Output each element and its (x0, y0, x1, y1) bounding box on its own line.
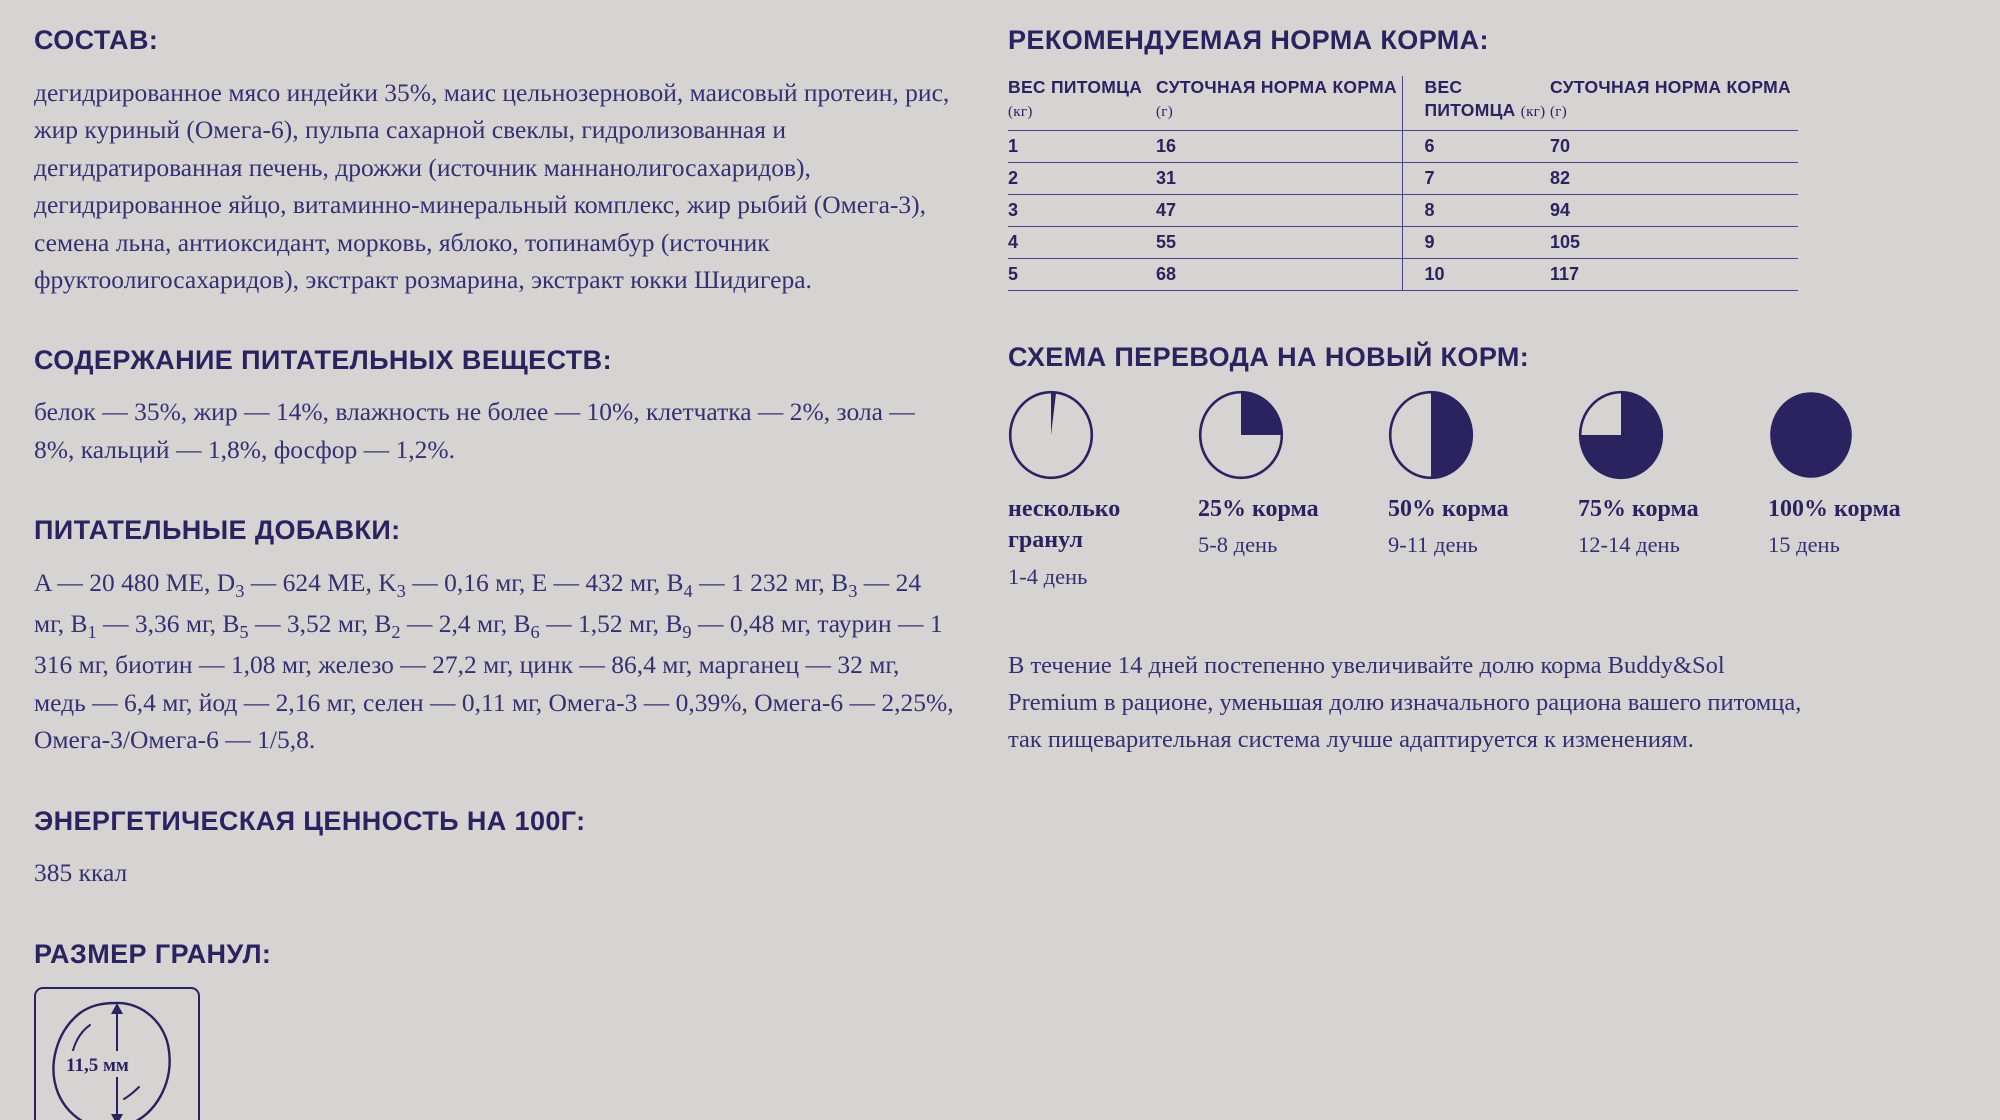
granule-arrow-bottom (111, 1114, 123, 1120)
header-weight-left-unit: (кг) (1008, 103, 1033, 120)
transition-pie-row (1008, 392, 1948, 591)
cell-weight-left: 4 (1008, 226, 1156, 258)
granule-arrow-top (111, 1003, 123, 1014)
transition-step-days: 15 день (1768, 532, 1840, 558)
feeding-table-body (1008, 130, 1798, 290)
header-weight-right-unit: (кг) (1520, 103, 1546, 120)
cell-weight-left: 2 (1008, 162, 1156, 194)
cell-ration-right: 105 (1550, 226, 1798, 258)
header-ration-right-unit: (г) (1550, 103, 1568, 120)
table-row (1008, 194, 1798, 226)
transition-scheme-block (1008, 343, 1948, 759)
header-weight-left-text: ВЕС ПИТОМЦА (1008, 76, 1143, 97)
energy-value: 385 ккал (34, 858, 128, 888)
cell-weight-right: 9 (1402, 226, 1550, 258)
granule-size-diagram (34, 987, 200, 1120)
cell-ration-right: 94 (1550, 194, 1798, 226)
header-ration-left-text: СУТОЧНАЯ НОРМА КОРМА (1156, 76, 1397, 97)
pie-chart-icon (1198, 392, 1388, 478)
cell-ration-left: 47 (1156, 194, 1402, 226)
additives-block (34, 516, 954, 758)
header-weight-right-text: ВЕС ПИТОМЦА (1424, 76, 1516, 120)
composition-text: дегидрированное мясо индейки 35%, маис цельнозерновой, маисовый протеин, рис, жир куриный (Омега-6), пульпа сахарной свеклы, гидролизованная и дегидратированная печень, дрожжи (источник маннанолигосахаридов), дегидрированное яйцо, витаминно-минеральный комплекс, жир рыбий (Омега-3), семена льна, антиоксидант, морковь, яблоко, топинамбур (источник фруктоолигосахаридов), экстракт розмарина, экстракт юкки Шидигера. (34, 77, 950, 295)
nutrients-block (34, 346, 954, 469)
pie-full (1770, 392, 1852, 478)
table-row (1008, 258, 1798, 290)
granule-size-label: 11,5 мм (66, 1055, 129, 1077)
cell-ration-left: 16 (1156, 130, 1402, 162)
right-column (1008, 26, 1948, 759)
transition-step-1 (1008, 392, 1198, 591)
cell-weight-right: 6 (1402, 130, 1550, 162)
transition-step-label: 100% корма (1768, 496, 1901, 523)
transition-step-days: 9-11 день (1388, 532, 1478, 558)
cell-weight-right: 10 (1402, 258, 1550, 290)
transition-step-5 (1768, 392, 1901, 591)
transition-step-label: 25% корма (1198, 496, 1319, 523)
cell-ration-right: 117 (1550, 258, 1798, 290)
header-weight-left (1008, 76, 1156, 130)
composition-block (34, 26, 954, 299)
cell-weight-left: 1 (1008, 130, 1156, 162)
transition-heading: СХЕМА ПЕРЕВОДА НА НОВЫЙ КОРМ: (1008, 341, 1530, 372)
pie-wedge (1431, 392, 1472, 478)
transition-step-days: 12-14 день (1578, 532, 1680, 558)
header-ration-right-text: СУТОЧНАЯ НОРМА КОРМА (1550, 76, 1791, 97)
feeding-table-block (1008, 26, 1948, 291)
composition-heading: СОСТАВ: (34, 25, 159, 55)
additives-heading: ПИТАТЕЛЬНЫЕ ДОБАВКИ: (34, 515, 401, 546)
table-header-row (1008, 76, 1798, 130)
pie-chart-icon (1008, 392, 1198, 478)
pie-chart-icon (1578, 392, 1768, 478)
transition-step-3 (1388, 392, 1578, 591)
cell-ration-left: 55 (1156, 226, 1402, 258)
energy-heading: ЭНЕРГЕТИЧЕСКАЯ ЦЕННОСТЬ НА 100Г: (34, 805, 586, 836)
cell-ration-left: 31 (1156, 162, 1402, 194)
pie-chart-icon (1768, 392, 1901, 478)
header-ration-left-unit: (г) (1156, 103, 1174, 120)
transition-step-label: несколько гранул (1008, 496, 1121, 554)
transition-note: В течение 14 дней постепенно увеличивайте долю корма Buddy&Sol Premium в рационе, уменьшая долю изначального рациона вашего питомца, так пищеварительная система лучше адаптируется к изменениям. (1008, 651, 1802, 754)
feeding-heading: РЕКОМЕНДУЕМАЯ НОРМА КОРМА: (1008, 25, 1489, 55)
nutrients-heading: СОДЕРЖАНИЕ ПИТАТЕЛЬНЫХ ВЕЩЕСТВ: (34, 344, 612, 375)
granule-size-heading: РАЗМЕР ГРАНУЛ: (34, 938, 272, 969)
granule-size-block (34, 940, 954, 1120)
header-ration-left (1156, 76, 1402, 130)
cell-weight-right: 8 (1402, 194, 1550, 226)
cell-ration-left: 68 (1156, 258, 1402, 290)
cell-weight-right: 7 (1402, 162, 1550, 194)
header-ration-right (1550, 76, 1798, 130)
cell-weight-left: 3 (1008, 194, 1156, 226)
header-weight-right (1402, 76, 1550, 130)
pie-chart-icon (1388, 392, 1578, 478)
granule-highlight-right (124, 1087, 139, 1099)
energy-block (34, 807, 954, 892)
transition-step-days: 1-4 день (1008, 563, 1088, 589)
additives-text: A — 20 480 МЕ, $D_3$ — 624 МЕ, $K_3$ — 0,16 мг, E — 432 мг, $B_4$ — 1 232 мг, $B_3$ — 24 мг, $B_1$ — 3,36 мг, $B_5$ — 3,52 мг, $B_2$ — 2,4 мг, $B_6$ — 1,52 мг, $B_9$ — 0,48 мг, таурин — 1 316 мг, биотин — 1,08 мг, железо — 27,2 мг, цинк — 86,4 мг, марганец — 32 мг, медь — 6,4 мг, йод — 2,16 мг, селен — 0,11 мг, Омега-3 — 0,39%, Омега-6 — 2,25%, Омега-3/Омега-6 — 1/5,8. (34, 567, 954, 755)
table-row (1008, 226, 1798, 258)
nutrients-text: белок — 35%, жир — 14%, влажность не более — 10%, клетчатка — 2%, зола — 8%, кальций — 1,8%, фосфор — 1,2%. (34, 397, 915, 464)
transition-step-days: 5-8 день (1198, 532, 1278, 558)
feeding-table (1008, 76, 1798, 291)
left-column (34, 26, 954, 1120)
transition-step-label: 50% корма (1388, 496, 1509, 523)
cell-ration-right: 82 (1550, 162, 1798, 194)
table-row (1008, 162, 1798, 194)
transition-step-2 (1198, 392, 1388, 591)
pie-wedge (1051, 392, 1056, 435)
cell-weight-left: 5 (1008, 258, 1156, 290)
transition-step-4 (1578, 392, 1768, 591)
table-row (1008, 130, 1798, 162)
cell-ration-right: 70 (1550, 130, 1798, 162)
transition-step-label: 75% корма (1578, 496, 1699, 523)
